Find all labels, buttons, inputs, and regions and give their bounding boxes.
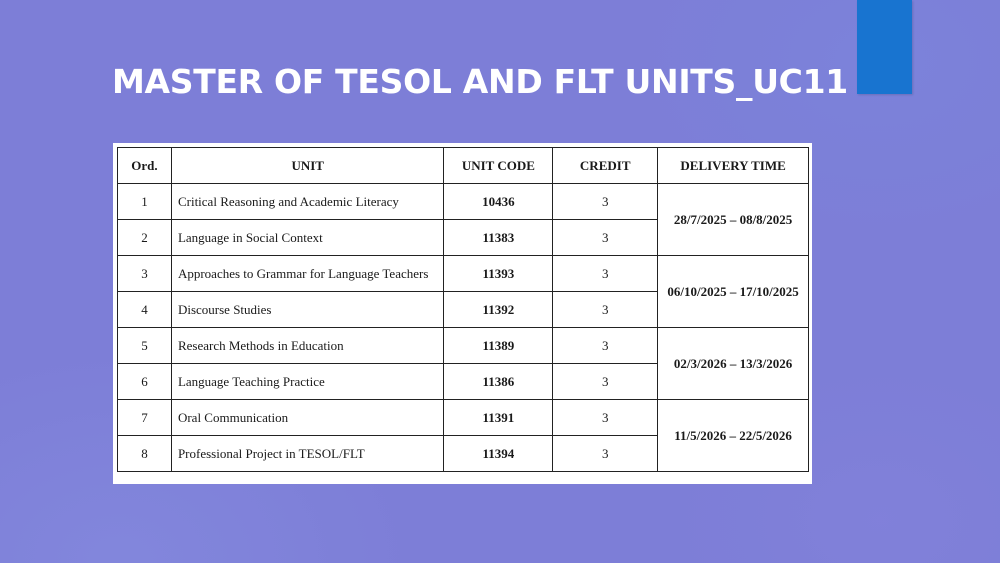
header-unit: UNIT	[171, 148, 444, 184]
unit-code-cell: 10436	[444, 184, 553, 220]
header-unit-code: UNIT CODE	[444, 148, 553, 184]
unit-cell: Research Methods in Education	[171, 328, 444, 364]
credit-cell: 3	[553, 220, 658, 256]
ord-cell: 8	[118, 436, 172, 472]
unit-code-cell: 11389	[444, 328, 553, 364]
unit-cell: Critical Reasoning and Academic Literacy	[171, 184, 444, 220]
table-row	[118, 256, 809, 292]
delivery-time-cell: 28/7/2025 – 08/8/2025	[658, 184, 809, 256]
delivery-time-cell: 11/5/2026 – 22/5/2026	[658, 400, 809, 472]
ord-cell: 5	[118, 328, 172, 364]
ord-cell: 2	[118, 220, 172, 256]
unit-cell: Oral Communication	[171, 400, 444, 436]
unit-cell: Approaches to Grammar for Language Teachers	[171, 256, 444, 292]
unit-cell: Professional Project in TESOL/FLT	[171, 436, 444, 472]
slide-title: MASTER OF TESOL AND FLT UNITS_UC11	[112, 62, 848, 101]
table-row	[118, 400, 809, 436]
unit-cell: Language in Social Context	[171, 220, 444, 256]
delivery-time-cell: 02/3/2026 – 13/3/2026	[658, 328, 809, 400]
credit-cell: 3	[553, 364, 658, 400]
table-row	[118, 328, 809, 364]
credit-cell: 3	[553, 436, 658, 472]
ord-cell: 6	[118, 364, 172, 400]
delivery-time-cell: 06/10/2025 – 17/10/2025	[658, 256, 809, 328]
table-row	[118, 184, 809, 220]
unit-code-cell: 11383	[444, 220, 553, 256]
unit-code-cell: 11391	[444, 400, 553, 436]
units-table	[117, 147, 809, 472]
credit-cell: 3	[553, 400, 658, 436]
credit-cell: 3	[553, 256, 658, 292]
ord-cell: 4	[118, 292, 172, 328]
header-ord: Ord.	[118, 148, 172, 184]
credit-cell: 3	[553, 184, 658, 220]
unit-cell: Discourse Studies	[171, 292, 444, 328]
ord-cell: 7	[118, 400, 172, 436]
credit-cell: 3	[553, 328, 658, 364]
header-delivery-time: DELIVERY TIME	[658, 148, 809, 184]
header-credit: CREDIT	[553, 148, 658, 184]
credit-cell: 3	[553, 292, 658, 328]
unit-code-cell: 11393	[444, 256, 553, 292]
units-table-container	[113, 143, 812, 484]
unit-cell: Language Teaching Practice	[171, 364, 444, 400]
accent-block	[857, 0, 912, 94]
unit-code-cell: 11386	[444, 364, 553, 400]
unit-code-cell: 11394	[444, 436, 553, 472]
ord-cell: 3	[118, 256, 172, 292]
ord-cell: 1	[118, 184, 172, 220]
unit-code-cell: 11392	[444, 292, 553, 328]
table-header-row	[118, 148, 809, 184]
